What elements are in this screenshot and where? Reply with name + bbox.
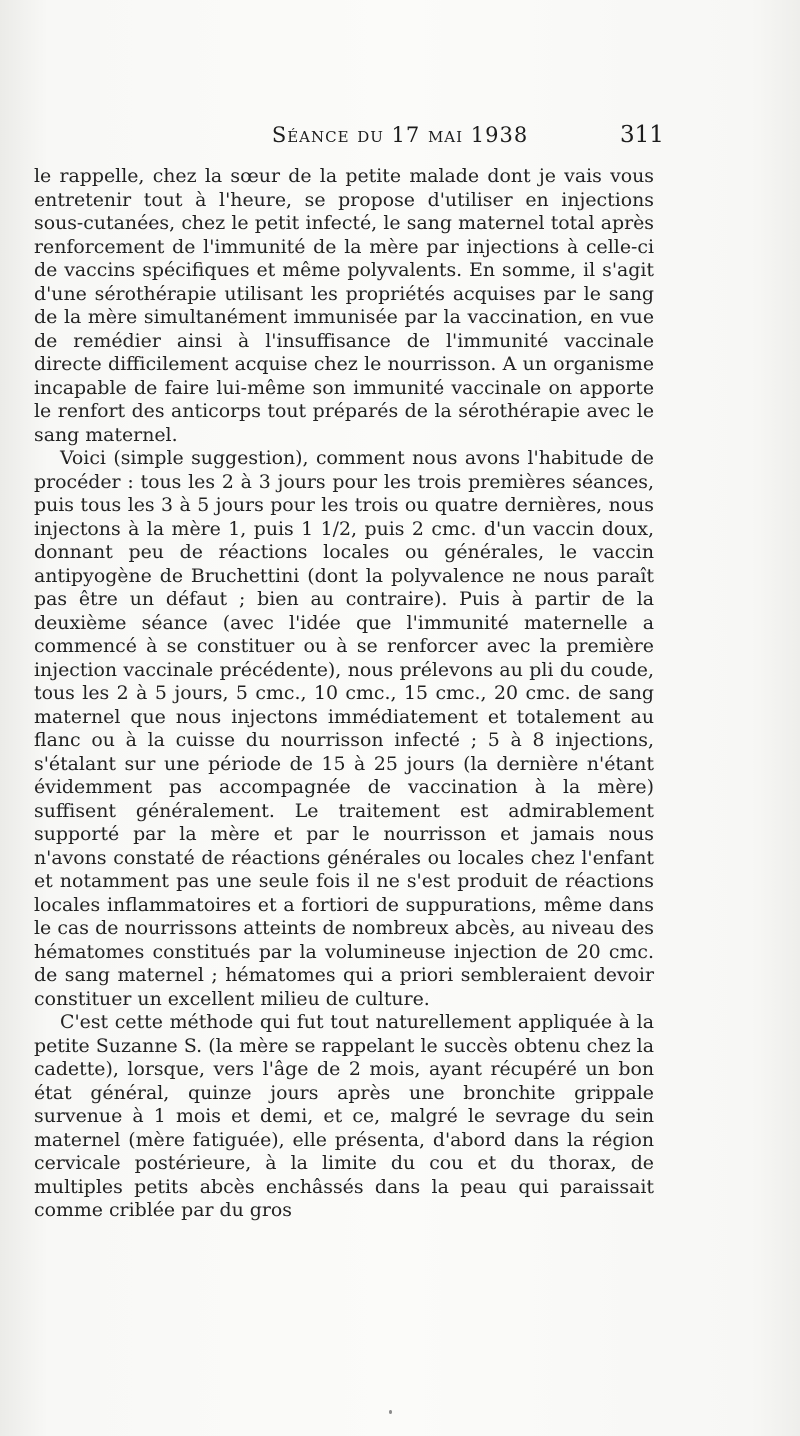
paragraph-1: le rappelle, chez la sœur de la petite malade dont je vais vous entretenir tout à l'heure, se propose d'utiliser en injections sous-cutanées, chez le petit infecté, le sang maternel total après renforcement de l'immunité de la mère par injections à celle-ci de vaccins spécifiques et même polyvalents. En somme, il s'agit d'une sérothérapie utilisant les propriétés acquises par le sang de la mère simultanément immunisée par la vaccination, en vue de remédier ainsi à l'insuffisance de l'immunité vaccinale directe difficilement acquise chez le nourrisson. A un organisme incapable de faire lui-même son immunité vaccinale on apporte le renfort des anticorps tout préparés de la sérothérapie avec le sang maternel. bbox=[34, 165, 654, 446]
paragraph-2: Voici (simple suggestion), comment nous avons l'habitude de procéder : tous les 2 à 3 jours pour les trois premières séances, puis tous les 3 à 5 jours pour les trois ou quatre dernières, nous injectons à la mère 1, puis 1 1/2, puis 2 cmc. d'un vaccin doux, donnant peu de réactions locales ou générales, le vaccin antipyogène de Bruchettini (dont la polyvalence ne nous paraît pas être un défaut ; bien au contraire). Puis à partir de la deuxième séance (avec l'idée que l'immunité maternelle a commencé à se constituer ou à se renforcer avec la première injection vaccinale précédente), nous prélevons au pli du coude, tous les 2 à 5 jours, 5 cmc., 10 cmc., 15 cmc., 20 cmc. de sang maternel que nous injectons immédiatement et totalement au flanc ou à la cuisse du nourrisson infecté ; 5 à 8 injections, s'étalant sur une période de 15 à 25 jours (la dernière n'étant évidemment pas accompagnée de vaccination à la mère) suffisent généralement. Le traitement est admirablement supporté par la mère et par le nourrisson et jamais nous n'avons constaté de réactions générales ou locales chez l'enfant et notamment pas une seule fois il ne s'est produit de réactions locales inflammatoires et a fortiori de suppurations, même dans le cas de nourrissons atteints de nombreux abcès, au niveau des hématomes constitués par la volumineuse injection de 20 cmc. de sang maternel ; hématomes qui a priori sembleraient devoir constituer un excellent milieu de culture. bbox=[34, 447, 654, 1010]
paper-speck bbox=[389, 1410, 392, 1414]
body-text bbox=[34, 165, 654, 1223]
page-number: 311 bbox=[620, 122, 664, 148]
paragraph-3: C'est cette méthode qui fut tout naturellement appliquée à la petite Suzanne S. (la mère se rappelant le succès obtenu chez la cadette), lorsque, vers l'âge de 2 mois, ayant récupéré un bon état général, quinze jours après une bronchite grippale survenue à 1 mois et demi, et ce, malgré le sevrage du sein maternel (mère fatiguée), elle présenta, d'abord dans la région cervicale postérieure, à la limite du cou et du thorax, de multiples petits abcès enchâssés dans la peau qui paraissait comme criblée par du gros bbox=[34, 1011, 654, 1221]
page-header bbox=[0, 118, 800, 152]
running-title: Séance du 17 mai 1938 bbox=[271, 123, 529, 147]
